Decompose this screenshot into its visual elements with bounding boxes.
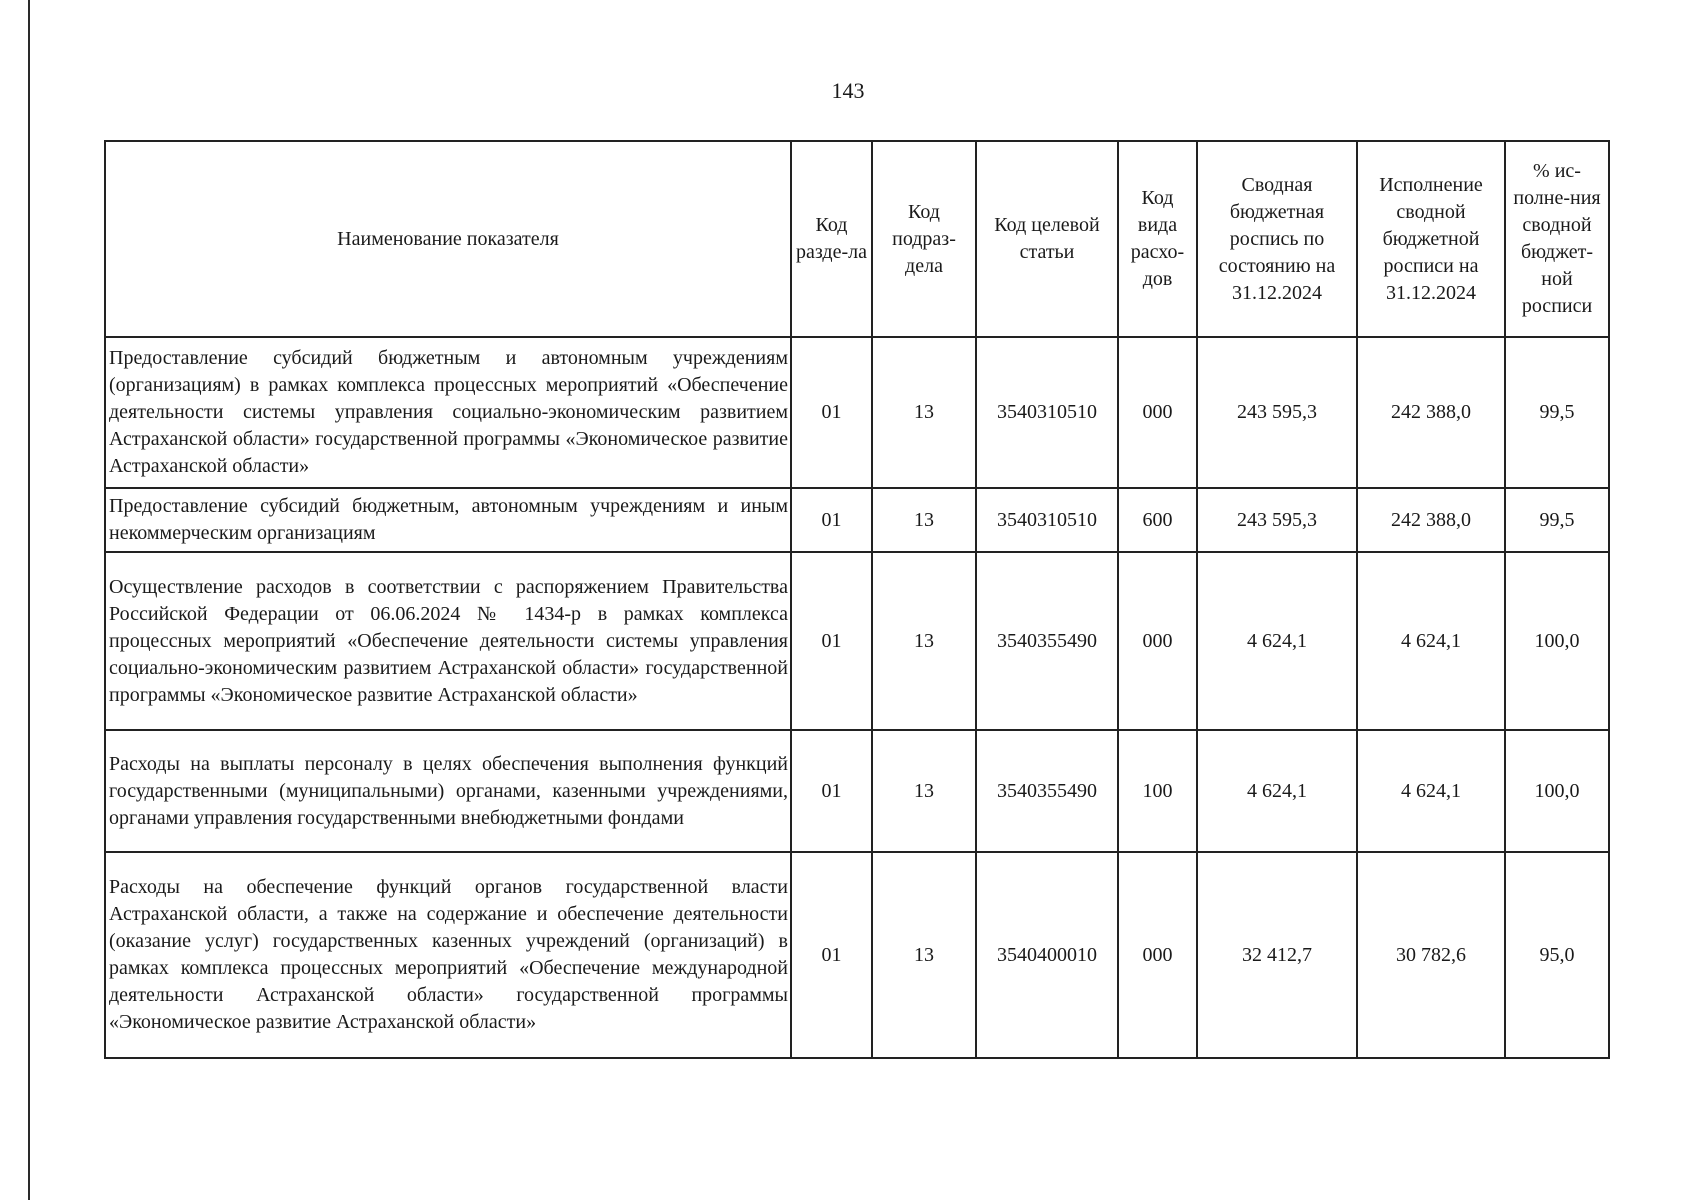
cell-percent: 99,5 — [1505, 337, 1609, 488]
cell-name: Предоставление субсидий бюджетным и автономным учреждениям (организациям) в рамках комплекса процессных мероприятий «Обеспечение деятельности системы управления социально-экономическим развитием Астраханской области» государственной программы «Экономическое развитие Астраханской области» — [105, 337, 791, 488]
cell-target: 3540355490 — [976, 730, 1118, 852]
cell-percent: 100,0 — [1505, 552, 1609, 730]
cell-percent: 95,0 — [1505, 852, 1609, 1058]
col-header-name: Наименование показателя — [105, 141, 791, 337]
cell-plan: 243 595,3 — [1197, 337, 1357, 488]
cell-podrazdel: 13 — [872, 852, 976, 1058]
cell-name: Расходы на выплаты персоналу в целях обеспечения выполнения функций государственными (муниципальными) органами, казенными учреждениями, органами управления государственными внебюджетными фондами — [105, 730, 791, 852]
cell-fact: 4 624,1 — [1357, 552, 1505, 730]
page-left-edge — [28, 0, 30, 1200]
col-header-podrazdel: Код подраз-дела — [872, 141, 976, 337]
cell-podrazdel: 13 — [872, 730, 976, 852]
cell-target: 3540310510 — [976, 488, 1118, 552]
cell-name: Предоставление субсидий бюджетным, автономным учреждениям и иным некоммерческим организациям — [105, 488, 791, 552]
budget-table — [104, 140, 1610, 1059]
col-header-target: Код целевой статьи — [976, 141, 1118, 337]
cell-plan: 4 624,1 — [1197, 552, 1357, 730]
cell-plan: 32 412,7 — [1197, 852, 1357, 1058]
cell-fact: 30 782,6 — [1357, 852, 1505, 1058]
cell-fact: 242 388,0 — [1357, 488, 1505, 552]
cell-vid: 000 — [1118, 337, 1197, 488]
cell-vid: 000 — [1118, 852, 1197, 1058]
cell-target: 3540310510 — [976, 337, 1118, 488]
cell-podrazdel: 13 — [872, 488, 976, 552]
cell-razdel: 01 — [791, 852, 872, 1058]
cell-vid: 000 — [1118, 552, 1197, 730]
col-header-fact: Исполнение сводной бюджетной росписи на 31.12.2024 — [1357, 141, 1505, 337]
col-header-percent: % ис-полне-ния сводной бюджет-ной росписи — [1505, 141, 1609, 337]
cell-plan: 4 624,1 — [1197, 730, 1357, 852]
table-row — [105, 852, 1609, 1058]
cell-podrazdel: 13 — [872, 337, 976, 488]
cell-target: 3540355490 — [976, 552, 1118, 730]
page-number: 143 — [831, 78, 865, 103]
cell-razdel: 01 — [791, 730, 872, 852]
cell-percent: 100,0 — [1505, 730, 1609, 852]
cell-fact: 4 624,1 — [1357, 730, 1505, 852]
cell-podrazdel: 13 — [872, 552, 976, 730]
cell-vid: 100 — [1118, 730, 1197, 852]
cell-name: Расходы на обеспечение функций органов государственной власти Астраханской области, а также на содержание и обеспечение деятельности (оказание услуг) государственных казенных учреждений (организаций) в рамках комплекса процессных мероприятий «Обеспечение международной деятельности Астраханской области» государственной программы «Экономическое развитие Астраханской области» — [105, 852, 791, 1058]
cell-razdel: 01 — [791, 337, 872, 488]
cell-fact: 242 388,0 — [1357, 337, 1505, 488]
table-row — [105, 337, 1609, 488]
col-header-razdel: Код разде-ла — [791, 141, 872, 337]
table-row — [105, 552, 1609, 730]
table-row — [105, 488, 1609, 552]
cell-vid: 600 — [1118, 488, 1197, 552]
table-header-row — [105, 141, 1609, 337]
cell-percent: 99,5 — [1505, 488, 1609, 552]
cell-razdel: 01 — [791, 488, 872, 552]
cell-plan: 243 595,3 — [1197, 488, 1357, 552]
col-header-vid: Код вида расхо-дов — [1118, 141, 1197, 337]
cell-name: Осуществление расходов в соответствии с распоряжением Правительства Российской Федерации от 06.06.2024 № 1434-р в рамках комплекса процессных мероприятий «Обеспечение деятельности системы управления социально-экономическим развитием Астраханской области» государственной программы «Экономическое развитие Астраханской области» — [105, 552, 791, 730]
cell-razdel: 01 — [791, 552, 872, 730]
cell-target: 3540400010 — [976, 852, 1118, 1058]
col-header-plan: Сводная бюджетная роспись по состоянию на 31.12.2024 — [1197, 141, 1357, 337]
table-row — [105, 730, 1609, 852]
